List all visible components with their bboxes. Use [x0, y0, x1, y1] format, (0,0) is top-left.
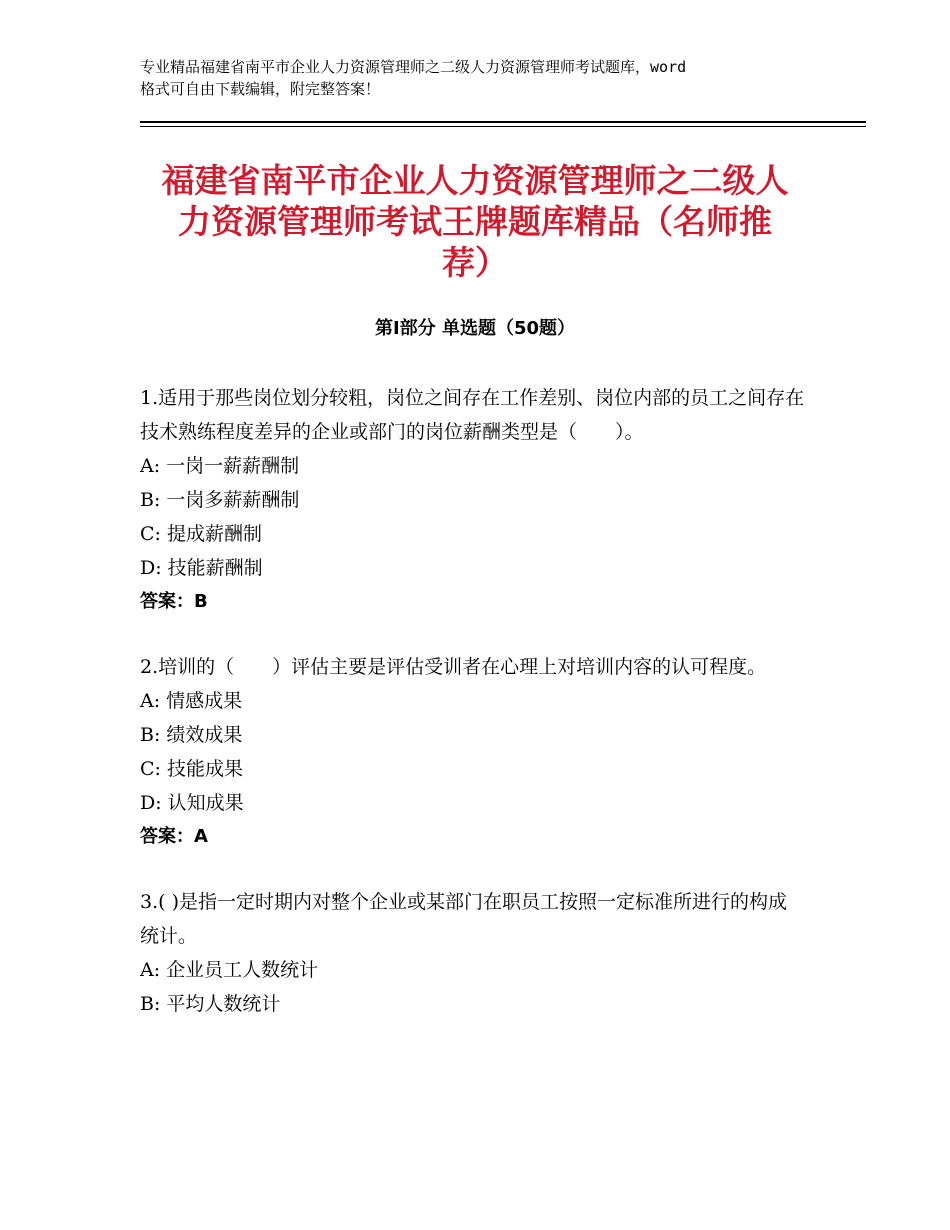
header-note — [140, 56, 820, 100]
question-3 — [140, 885, 805, 1021]
document-title — [130, 160, 820, 283]
header-note-line-2: 格式可自由下载编辑，附完整答案！ — [140, 80, 381, 98]
option-d: D: 技能薪酬制 — [140, 557, 263, 579]
answer: 答案：A — [140, 826, 208, 847]
question-1 — [140, 381, 805, 619]
option-c: C: 技能成果 — [140, 758, 243, 780]
question-stem: 2.培训的（ ）评估主要是评估受训者在心理上对培训内容的认可程度。 — [140, 656, 767, 678]
header-divider-thick — [140, 121, 866, 123]
option-b: B: 一岗多薪薪酬制 — [140, 489, 300, 511]
option-d: D: 认知成果 — [140, 792, 244, 814]
question-2 — [140, 650, 805, 854]
question-stem: 3.( )是指一定时期内对整个企业或某部门在职员工按照一定标准所进行的构成统计。 — [140, 891, 787, 947]
header-note-line-1: 专业精品福建省南平市企业人力资源管理师之二级人力资源管理师考试题库，word — [140, 58, 687, 76]
option-c: C: 提成薪酬制 — [140, 523, 262, 545]
document-title-line-2: 力资源管理师考试王牌题库精品（名师推 — [178, 202, 772, 241]
section-heading: 第Ⅰ部分 单选题（50题） — [374, 318, 575, 339]
document-title-line-3: 荐） — [442, 243, 508, 282]
question-list — [140, 381, 805, 1052]
document-title-line-1: 福建省南平市企业人力资源管理师之二级人 — [161, 161, 789, 200]
option-a: A: 企业员工人数统计 — [140, 959, 319, 981]
option-a: A: 情感成果 — [140, 690, 243, 712]
header-divider-thin — [140, 126, 866, 127]
question-stem: 1.适用于那些岗位划分较粗，岗位之间存在工作差别、岗位内部的员工之间存在技术熟练程度差异的企业或部门的岗位薪酬类型是（ ）。 — [140, 387, 805, 443]
answer: 答案：B — [140, 591, 208, 612]
option-b: B: 绩效成果 — [140, 724, 243, 746]
option-a: A: 一岗一薪薪酬制 — [140, 455, 300, 477]
option-b: B: 平均人数统计 — [140, 993, 281, 1015]
